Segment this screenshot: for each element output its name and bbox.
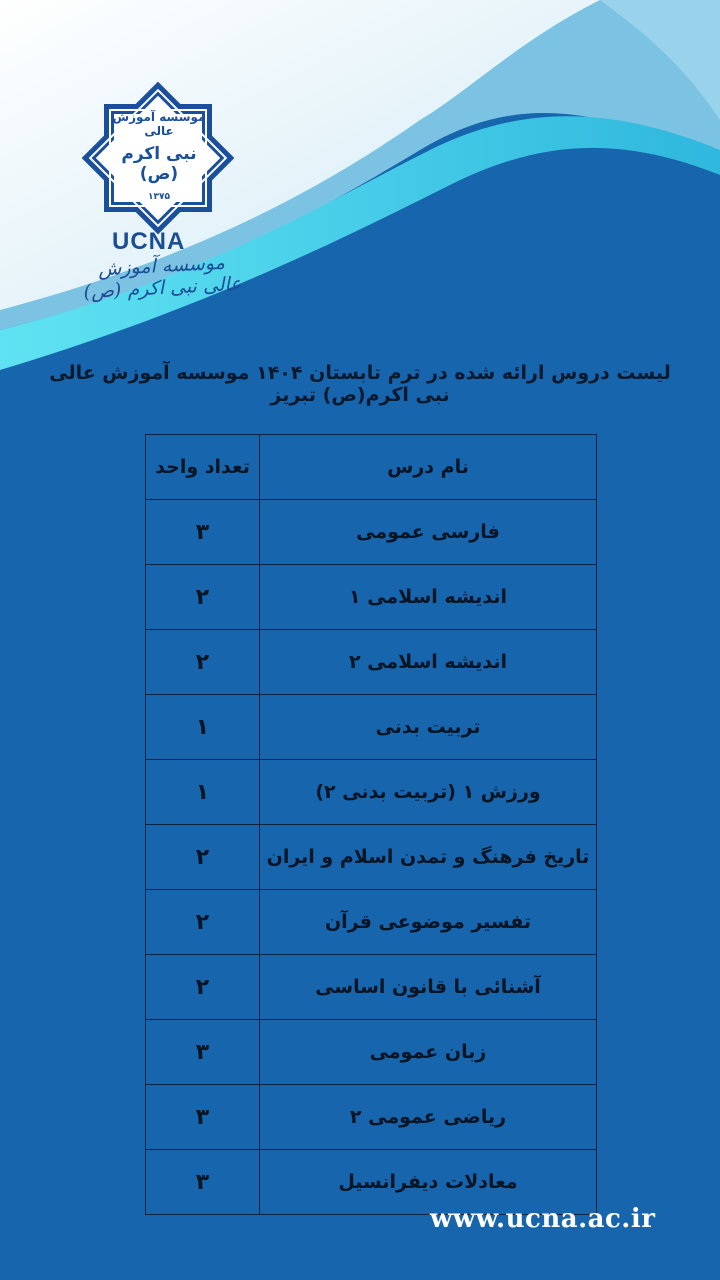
course-name: ورزش ۱ (تربیت بدنی ۲) [259,760,596,824]
course-units: ۲ [195,844,210,870]
table-row [146,500,596,565]
course-units: ۳ [195,519,210,545]
table-row [146,695,596,760]
table-header-row [146,435,596,500]
table-row [146,825,596,890]
course-units: ۱ [195,714,210,740]
table-row [146,1020,596,1085]
page-title: لیست دروس ارائه شده در ترم تابستان ۱۴۰۴ موسسه آموزش عالی نبی اکرم(ص) تبریز [49,362,671,406]
logo-line2: نبی اکرم (ص) [121,144,197,184]
logo-year: ۱۳۷۵ [148,192,170,202]
course-units: ۳ [195,1039,210,1065]
course-name: ریاضی عمومی ۲ [259,1085,596,1149]
course-name: اندیشه اسلامی ۲ [259,630,596,694]
institute-script-name: موسسه آموزش عالی نبی اکرم (ص) [83,251,243,304]
course-units: ۱ [195,779,210,805]
course-name: اندیشه اسلامی ۱ [259,565,596,629]
logo-text [100,110,218,202]
table-row [146,890,596,955]
website-link[interactable]: www.ucna.ac.ir [430,1204,656,1234]
table-row [146,1085,596,1150]
course-name: آشنائی با قانون اساسی [259,955,596,1019]
course-name: معادلات دیفرانسیل [259,1150,596,1214]
course-units: ۲ [195,974,210,1000]
course-units: ۲ [195,649,210,675]
course-name: تاریخ فرهنگ و تمدن اسلام و ایران [259,825,596,889]
ucna-acronym: UCNA [112,228,186,255]
table-row [146,565,596,630]
course-units: ۳ [195,1169,210,1195]
course-units: ۳ [195,1104,210,1130]
header-units: تعداد واحد [155,456,250,478]
table-row [146,955,596,1020]
course-units: ۲ [195,584,210,610]
course-name: فارسی عمومی [259,500,596,564]
header-course-name: نام درس [259,435,596,499]
course-name: زبان عمومی [259,1020,596,1084]
table-row [146,630,596,695]
course-name: تفسیر موضوعی قرآن [259,890,596,954]
course-name: تربیت بدنی [259,695,596,759]
table-row [146,760,596,825]
logo-line1: موسسه آموزش عالی [112,110,206,138]
course-units: ۲ [195,909,210,935]
courses-table [145,434,597,1215]
